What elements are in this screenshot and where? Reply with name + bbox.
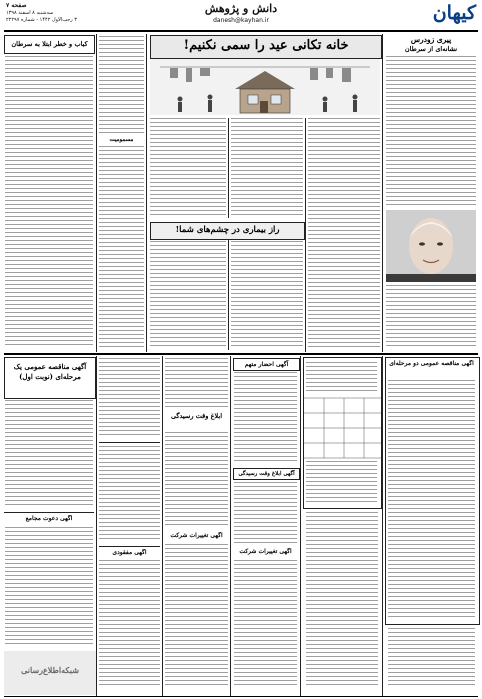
invitation-title: آگهی احضار متهم: [233, 358, 300, 371]
portrait-subheadline: نشانه‌ای از سرطان: [404, 45, 458, 53]
tender-left-text: [5, 400, 93, 508]
bottom-left-text: [5, 527, 93, 647]
tender-left-box: [4, 357, 96, 399]
bottom-left-title: آگهی دعوت مجامع: [25, 515, 73, 522]
portrait-text-bottom: [386, 285, 476, 349]
portrait-photo: [386, 210, 476, 282]
notice-title: ابلاغ وقت رسیدگی: [171, 412, 222, 420]
table-ad-header-text: [306, 362, 377, 392]
main-headline-box: [150, 35, 382, 59]
col-b-text-1: [99, 358, 160, 438]
watermark: [4, 651, 96, 695]
date-line: سه‌شنبه ۸ اسفند ۱۳۹۸: [6, 10, 54, 16]
notice-top-text: [165, 358, 228, 408]
section-email: danesh@kayhan.ir: [213, 17, 269, 24]
invitation-text: [234, 372, 297, 464]
changes-text: [234, 560, 297, 688]
notice-text: [165, 432, 228, 528]
house-illustration: [150, 59, 380, 115]
table-ad-footer-text: [306, 461, 377, 503]
issue-line: ۳ رجب‌الاول ۱۴۴۲ - شماره ۲۲۲۹۷: [6, 17, 77, 23]
eye-text-col1: [150, 241, 226, 349]
center-text-col3: [308, 118, 380, 350]
kayhan-logo: کیهان: [432, 2, 476, 24]
notice2-title: آگهی ابلاغ وقت رسیدگی: [233, 468, 300, 480]
masthead: [0, 0, 482, 30]
tender-right-title: آگهی مناقصه عمومی دو مرحله‌ای: [389, 360, 474, 367]
watermark-text: شبکه‌اطلاع‌رسانی: [21, 665, 79, 675]
changes-title: آگهی تغییرات شرکت: [239, 548, 292, 555]
right-bottom-text: [388, 628, 475, 688]
col-b-text-2: [99, 446, 160, 542]
portrait-text-top: [386, 56, 476, 208]
changes-text-2: [165, 544, 228, 688]
kebab-headline: کباب و خطر ابتلا به سرطان: [4, 35, 95, 54]
main-headline: خانه تکانی عید را سمی نکنیم!: [183, 38, 349, 53]
eye-headline: راز بیماری در چشم‌های شما!: [175, 225, 280, 235]
eye-headline-box: [150, 222, 305, 240]
col-b-text-3: [99, 560, 160, 688]
kebab-article-text: [5, 56, 93, 348]
side-column-title: مسمومیت: [109, 137, 134, 143]
center-text-col2: [231, 118, 303, 218]
page-number: صفحه ۷: [6, 2, 27, 9]
center-right-text: [306, 512, 378, 688]
column2-text-top: [99, 36, 144, 134]
section-title: دانش و پژوهش: [204, 2, 278, 15]
tender-left-title: آگهی مناقصه عمومی یک مرحله‌ای (نوبت اول): [13, 362, 87, 381]
portrait-headline: پیری زودرس: [410, 35, 452, 44]
column2-text-bottom: [99, 146, 144, 348]
changes-title-2: آگهی تغییرات شرکت: [170, 532, 223, 539]
notice2-text: [234, 482, 297, 544]
tender-right-text: [388, 380, 475, 620]
eye-text-col2: [231, 241, 303, 349]
mofghoodi-title: آگهی مفقودی: [112, 549, 147, 556]
center-text-col1: [150, 118, 226, 218]
